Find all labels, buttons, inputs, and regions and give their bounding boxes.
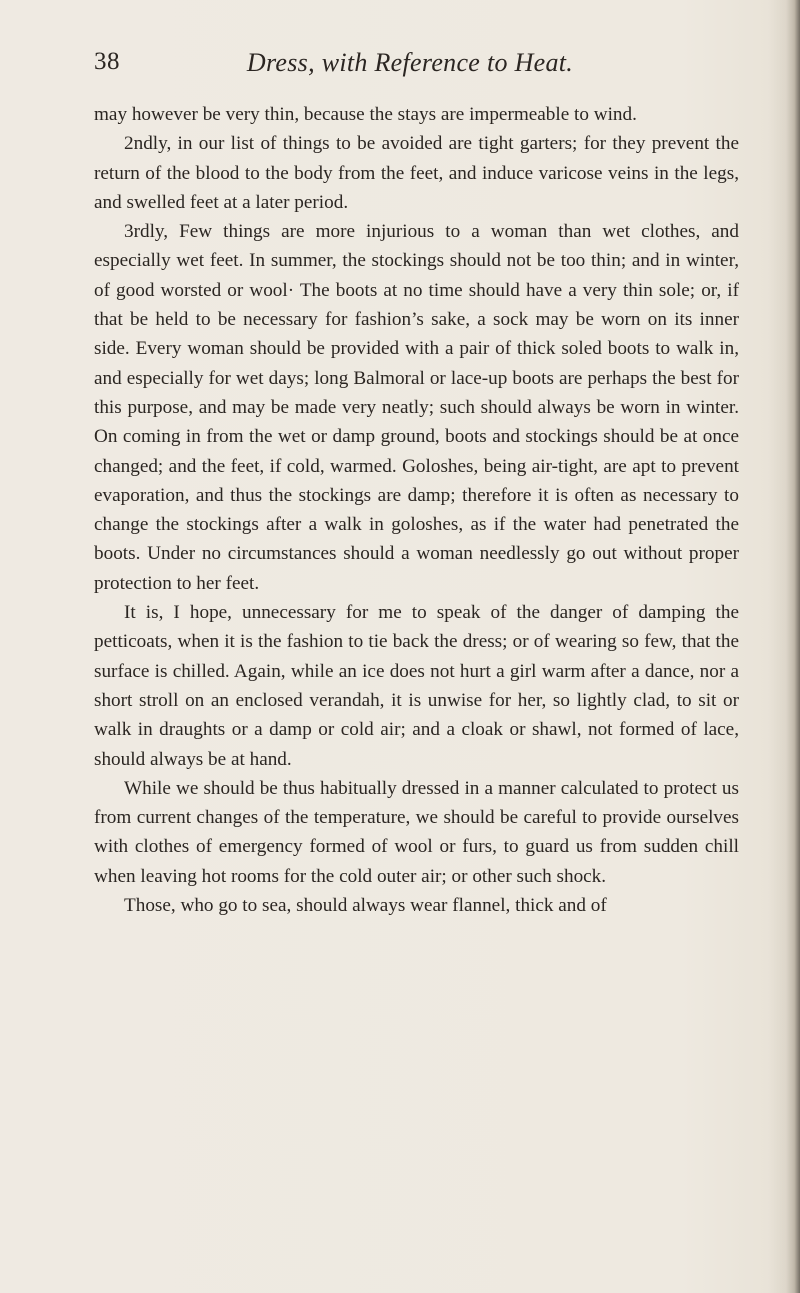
paragraph-continuation: may however be very thin, because the stays are impermeable to wind. bbox=[94, 104, 637, 125]
page-header bbox=[94, 48, 726, 88]
paragraph-emergency-clothes: While we should be thus habitually dressed in a manner calculated to protect us from current changes of the temperature, we should be careful to provide ourselves with clothes of emergency formed of wool or furs, to guard us from sudden chill when leaving hot rooms for the cold outer air; or other such shock. bbox=[94, 777, 739, 887]
running-title: Dress, with Reference to Heat. bbox=[246, 48, 574, 77]
page-number: 38 bbox=[94, 48, 120, 75]
paragraph-wet-feet: 3rdly, Few things are more injurious to a woman than wet clothes, and especially wet feet. In summer, the stockings should not be too thin; and in winter, of good worsted or wool· The boots at no time should have a very thin sole; or, if that be held to be necessary for fashion’s sake, a sock may be worn on its inner side. Every woman should be provided with a pair of thick soled boots to walk in, and especially for wet days; long Balmoral or lace-up boots are perhaps the best for this purpose, and may be made very neatly; such should always be worn in winter. On coming in from the wet or damp ground, boots and stockings should be at once changed; and the feet, if cold, warmed. Goloshes, being air-tight, are apt to prevent evaporation, and thus the stockings are damp; therefore it is often as necessary to change the stockings after a walk in goloshes, as if the water had penetrated the boots. Under no circumstances should a woman needlessly go out without proper protection to her feet. bbox=[94, 221, 739, 594]
paragraph-garters: 2ndly, in our list of things to be avoided are tight garters; for they prevent the return of the blood to the body from the feet, and induce varicose veins in the legs, and swelled feet at a later period. bbox=[94, 133, 739, 213]
paragraph-sea: Those, who go to sea, should always wear flannel, thick and of bbox=[124, 895, 607, 917]
page-edge-shadow bbox=[786, 0, 800, 1293]
paragraph-petticoats: It is, I hope, unnecessary for me to speak of the danger of damping the petticoats, when it is the fashion to tie back the dress; or of wearing so few, that the surface is chilled. Again, while an ice does not hurt a girl warm after a dance, nor a short stroll on an enclosed verandah, it is unwise for her, so lightly clad, to sit or walk in draughts or a damp or cold air; and a cloak or shawl, not formed of lace, should always be at hand. bbox=[94, 602, 739, 770]
body-text bbox=[94, 100, 739, 920]
